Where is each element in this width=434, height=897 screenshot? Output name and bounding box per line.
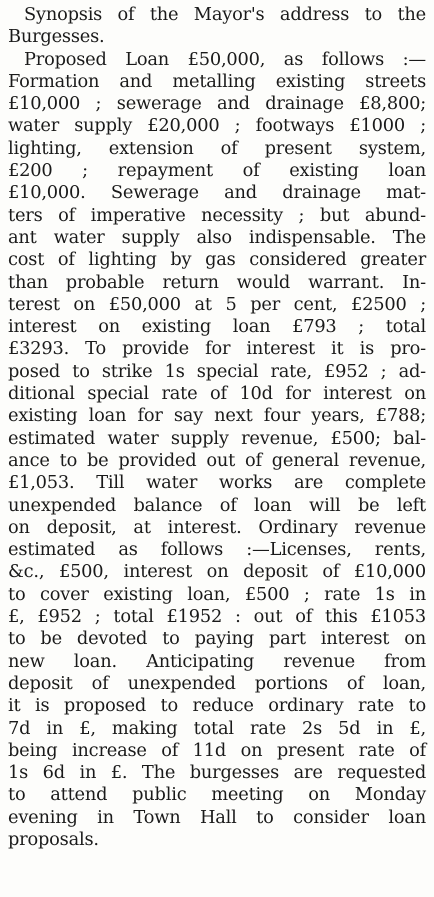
headline-line: Burgesses. xyxy=(8,26,105,48)
body-line: ters of imperative necessity ; but abund- xyxy=(8,204,426,226)
body-line: being increase of 11d on present rate of xyxy=(8,739,426,761)
body-line: ditional special rate of 10d for interest on xyxy=(8,383,426,405)
article-column xyxy=(8,4,426,851)
body-line: £3293. To provide for interest it is pro- xyxy=(8,338,426,360)
headline-line: Synopsis of the Mayor's address to the xyxy=(24,4,426,25)
body-line: interest on existing loan £793 ; total xyxy=(8,316,426,338)
body-line: 7d in £, making total rate 2s 5d in £, xyxy=(8,717,426,739)
body-line: unexpended balance of loan will be left xyxy=(8,494,426,516)
body-line: on deposit, at interest. Ordinary revenue xyxy=(8,516,426,538)
body-line: existing loan for say next four years, £788; xyxy=(8,405,426,427)
body-line: estimated as follows :—Licenses, rents, xyxy=(8,539,426,561)
body-line: ance to be provided out of general revenue, xyxy=(8,449,426,471)
body-line: cost of lighting by gas considered greater xyxy=(8,249,426,271)
body-line: Proposed Loan £50,000, as follows :— xyxy=(24,48,426,70)
body-line: to be devoted to paying part interest on xyxy=(8,628,426,650)
body-line: ant water supply also indispensable. The xyxy=(8,226,426,248)
body-line: &c., £500, interest on deposit of £10,000 xyxy=(8,561,426,583)
body-line: estimated water supply revenue, £500; bal- xyxy=(8,427,426,449)
body-line: posed to strike 1s special rate, £952 ; ad- xyxy=(8,360,426,382)
body-line: to cover existing loan, £500 ; rate 1s in xyxy=(8,583,426,605)
body-line: evening in Town Hall to consider loan xyxy=(8,806,426,828)
body-line: lighting, extension of present system, xyxy=(8,137,426,159)
body-line: deposit of unexpended portions of loan, xyxy=(8,672,426,694)
body-line: new loan. Anticipating revenue from xyxy=(8,650,426,672)
body-line: £200 ; repayment of existing loan xyxy=(8,160,426,182)
body-line: proposals. xyxy=(8,828,99,850)
body-line: it is proposed to reduce ordinary rate to xyxy=(8,695,426,717)
body-line: than probable return would warrant. In- xyxy=(8,271,426,293)
body-line: terest on £50,000 at 5 per cent, £2500 ; xyxy=(8,293,426,315)
body-line: £10,000 ; sewerage and drainage £8,800; xyxy=(8,93,426,115)
body-line: water supply £20,000 ; footways £1000 ; xyxy=(8,115,426,137)
body-line: Formation and metalling existing streets xyxy=(8,70,426,92)
body-line: £1,053. Till water works are complete xyxy=(8,472,426,494)
body-line: to attend public meeting on Monday xyxy=(8,784,426,806)
body-line: £, £952 ; total £1952 : out of this £1053 xyxy=(8,606,426,628)
body-line: £10,000. Sewerage and drainage mat- xyxy=(8,182,426,204)
body-line: 1s 6d in £. The burgesses are requested xyxy=(8,762,426,784)
